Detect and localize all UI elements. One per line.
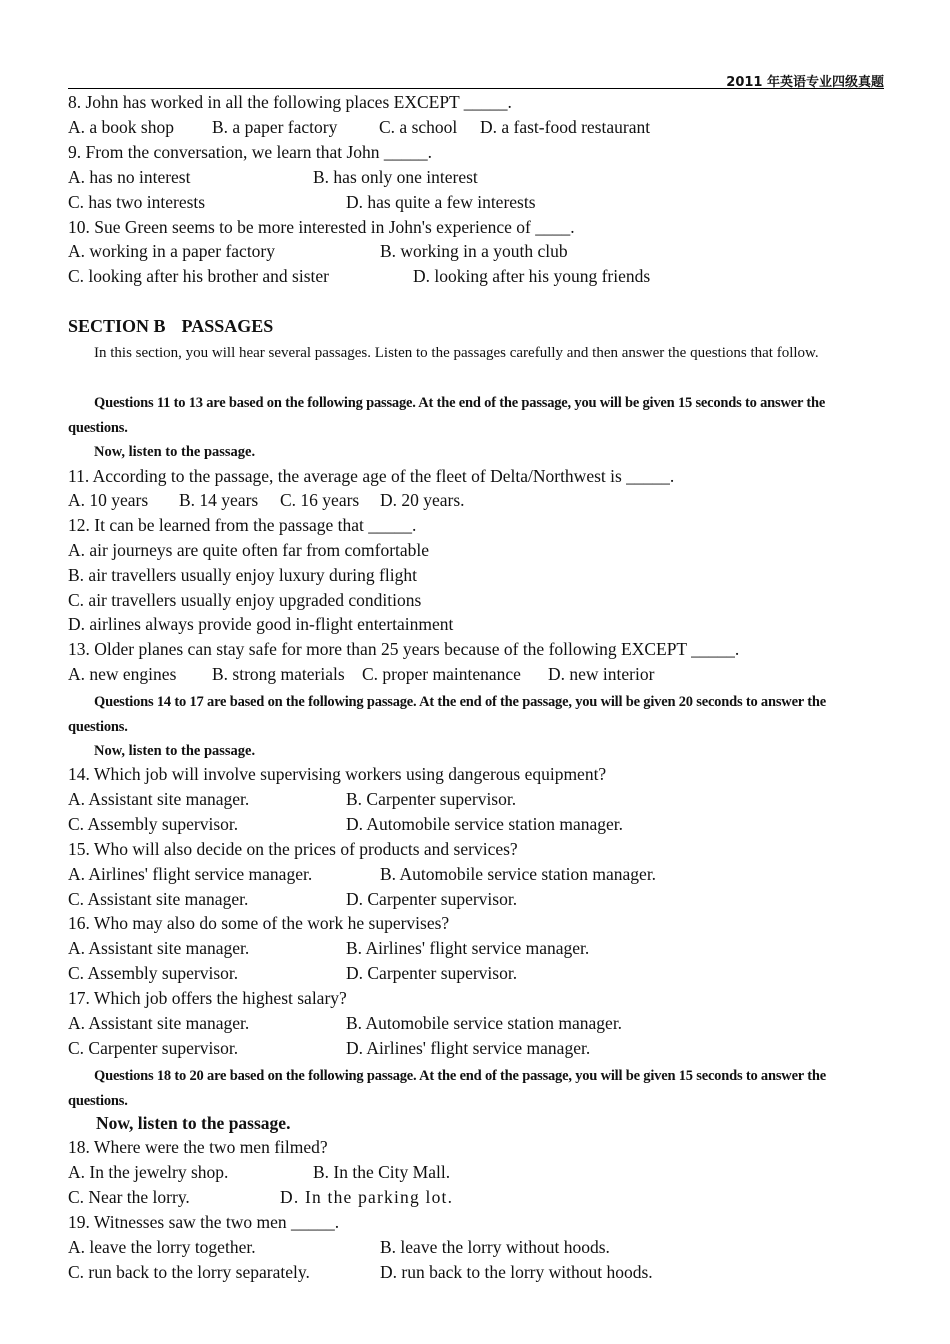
q14-option-a: A. Assistant site manager. (68, 789, 250, 809)
q19-option-a: A. leave the lorry together. (68, 1237, 256, 1257)
q19-option-b: B. leave the lorry without hoods. (380, 1237, 610, 1257)
q12-option-c: C. air travellers usually enjoy upgraded conditions (68, 590, 422, 610)
q10-option-b: B. working in a youth club (380, 241, 568, 261)
q11-option-b: B. 14 years (179, 490, 259, 510)
q12-option-a: A. air journeys are quite often far from comfortable (68, 540, 430, 560)
q9-option-c: C. has two interests (68, 192, 206, 212)
group-2-listen: Now, listen to the passage. (94, 743, 256, 759)
question-9: 9. From the conversation, we learn that John _____. (68, 142, 433, 162)
page-header (68, 68, 884, 89)
section-label: SECTION B (68, 316, 166, 336)
q8-option-c: C. a school (379, 117, 458, 137)
q12-option-d: D. airlines always provide good in-flight entertainment (68, 614, 454, 634)
section-heading (68, 316, 289, 337)
q14-option-b: B. Carpenter supervisor. (346, 789, 517, 809)
q18-option-c: C. Near the lorry. (68, 1187, 190, 1207)
question-17: 17. Which job offers the highest salary? (68, 988, 347, 1008)
question-14: 14. Which job will involve supervising workers using dangerous equipment? (68, 764, 607, 784)
q10-option-d: D. looking after his young friends (413, 266, 651, 286)
q17-option-c: C. Carpenter supervisor. (68, 1038, 239, 1058)
q19-option-c: C. run back to the lorry separately. (68, 1262, 310, 1282)
q15-option-d: D. Carpenter supervisor. (346, 889, 518, 909)
q8-option-d: D. a fast-food restaurant (480, 117, 651, 137)
q12-option-b: B. air travellers usually enjoy luxury during flight (68, 565, 417, 585)
q17-option-a: A. Assistant site manager. (68, 1013, 250, 1033)
q8-option-b: B. a paper factory (212, 117, 338, 137)
q18-option-a: A. In the jewelry shop. (68, 1162, 229, 1182)
q13-option-d: D. new interior (548, 664, 655, 684)
q15-option-c: C. Assistant site manager. (68, 889, 249, 909)
q13-option-a: A. new engines (68, 664, 177, 684)
group-1-intro: Questions 11 to 13 are based on the following passage. At the end of the passage, you will be given 15 seconds to answer the questions. (68, 395, 826, 436)
q16-option-d: D. Carpenter supervisor. (346, 963, 518, 983)
group-3-intro: Questions 18 to 20 are based on the following passage. At the end of the passage, you will be given 15 seconds to answer the questions. (68, 1068, 826, 1109)
group-2-intro: Questions 14 to 17 are based on the following passage. At the end of the passage, you will be given 20 seconds to answer the questions. (68, 694, 826, 735)
q18-option-b: B. In the City Mall. (313, 1162, 451, 1182)
q15-option-a: A. Airlines' flight service manager. (68, 864, 313, 884)
q16-option-c: C. Assembly supervisor. (68, 963, 239, 983)
header-title: 2011 年英语专业四级真题 (726, 75, 884, 90)
q11-option-a: A. 10 years (68, 490, 149, 510)
q10-option-a: A. working in a paper factory (68, 241, 276, 261)
q14-option-c: C. Assembly supervisor. (68, 814, 239, 834)
question-13: 13. Older planes can stay safe for more than 25 years because of the following EXCEPT _____. (68, 639, 740, 659)
question-15: 15. Who will also decide on the prices of products and services? (68, 839, 518, 859)
q8-option-a: A. a book shop (68, 117, 174, 137)
section-title: PASSAGES (181, 316, 274, 336)
q17-option-d: D. Airlines' flight service manager. (346, 1038, 591, 1058)
section-instruction: In this section, you will hear several passages. Listen to the passages carefully and then answer the questions that follow. (94, 345, 819, 361)
q9-option-d: D. has quite a few interests (346, 192, 536, 212)
question-16: 16. Who may also do some of the work he supervises? (68, 913, 450, 933)
question-12: 12. It can be learned from the passage that _____. (68, 515, 417, 535)
question-19: 19. Witnesses saw the two men _____. (68, 1212, 340, 1232)
q19-option-d: D. run back to the lorry without hoods. (380, 1262, 653, 1282)
q16-option-a: A. Assistant site manager. (68, 938, 250, 958)
q18-option-d: D. In the parking lot. (280, 1187, 454, 1207)
q13-option-c: C. proper maintenance (362, 664, 521, 684)
q10-option-c: C. looking after his brother and sister (68, 266, 329, 286)
question-18: 18. Where were the two men filmed? (68, 1137, 328, 1157)
q16-option-b: B. Airlines' flight service manager. (346, 938, 590, 958)
question-8: 8. John has worked in all the following places EXCEPT _____. (68, 92, 512, 112)
q9-option-a: A. has no interest (68, 167, 191, 187)
question-10: 10. Sue Green seems to be more interested in John's experience of ____. (68, 217, 575, 237)
q13-option-b: B. strong materials (212, 664, 345, 684)
group-1-listen: Now, listen to the passage. (94, 444, 256, 460)
q17-option-b: B. Automobile service station manager. (346, 1013, 623, 1033)
q11-option-d: D. 20 years. (380, 490, 465, 510)
group-3-listen: Now, listen to the passage. (96, 1113, 291, 1133)
q11-option-c: C. 16 years (280, 490, 360, 510)
q9-option-b: B. has only one interest (313, 167, 478, 187)
q15-option-b: B. Automobile service station manager. (380, 864, 657, 884)
question-11: 11. According to the passage, the average age of the fleet of Delta/Northwest is _____. (68, 466, 675, 486)
q14-option-d: D. Automobile service station manager. (346, 814, 624, 834)
